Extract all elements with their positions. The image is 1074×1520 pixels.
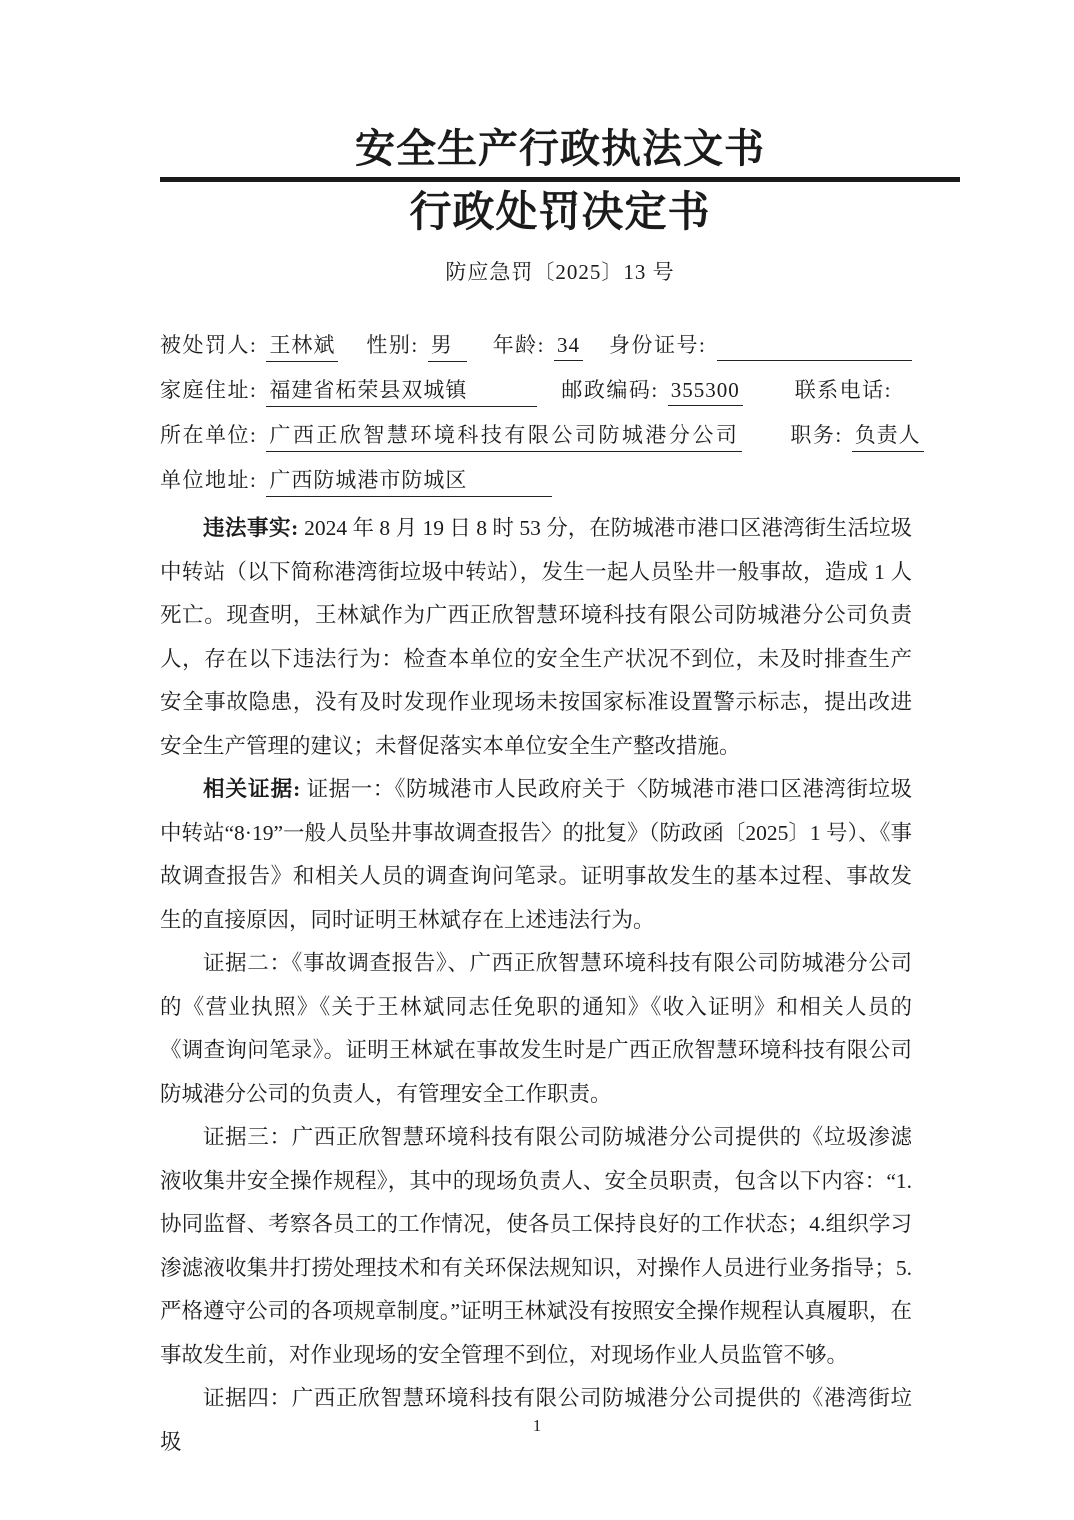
page-number: 1 (532, 1416, 542, 1435)
related-evidence-label: 相关证据: (203, 777, 301, 802)
paragraph-evidence-3 (160, 1116, 912, 1377)
gender-label: 性别: (366, 333, 419, 358)
letterhead-title: 安全生产行政执法文书 (355, 126, 765, 171)
paragraph-evidence-2 (160, 942, 912, 1116)
age-value: 34 (554, 333, 583, 361)
penalized-person-label: 被处罚人: (160, 333, 258, 358)
id-number-label: 身份证号: (609, 333, 707, 358)
document-header (160, 0, 960, 286)
evidence-2-text: 证据二：《事故调查报告》、广西正欣智慧环境科技有限公司防城港分公司的《营业执照》《关于王林斌同志任免职的通知》《收入证明》和相关人员的《调查询问笔录》。证明王林斌在事故发生时是广西正欣智慧环境科技有限公司防城港分公司的负责人，有管理安全工作职责。 (160, 951, 912, 1106)
document-title: 行政处罚决定书 (409, 190, 711, 236)
page-footer (0, 1416, 1074, 1436)
document-number: 防应急罚〔2025〕13 号 (445, 260, 675, 285)
penalized-person-value: 王林斌 (266, 329, 338, 362)
postal-code-label: 邮政编码: (561, 378, 659, 403)
employer-value: 广西正欣智慧环境科技有限公司防城港分公司 (266, 419, 742, 452)
recipient-info-section (160, 324, 921, 504)
paragraph-evidence-1 (160, 768, 912, 942)
field-row-employer (160, 414, 921, 459)
job-title-value: 负责人 (852, 419, 924, 452)
gender-value: 男 (428, 329, 467, 362)
home-address-value: 福建省柘荣县双城镇 (266, 374, 537, 407)
field-row-person (160, 324, 912, 369)
field-row-employer-address (160, 459, 912, 504)
violation-facts-text: 2024 年 8 月 19 日 8 时 53 分，在防城港市港口区港湾街生活垃圾中转站（以下简称港湾街垃圾中转站），发生一起人员坠井一般事故，造成 1 人死亡。现查明，王林斌作为广西正欣智慧环境科技有限公司防城港分公司负责人，存在以下违法行为：检查本单位的安全生产状况不到位，未及时排查生产安全事故隐患，没有及时发现作业现场未按国家标准设置警示标志，提出改进安全生产管理的建议；未督促落实本单位安全生产整改措施。 (160, 516, 912, 758)
violation-facts-label: 违法事实: (203, 516, 299, 541)
phone-label: 联系电话: (794, 378, 893, 403)
header-divider-line (160, 177, 960, 182)
home-address-label: 家庭住址: (160, 378, 258, 403)
field-row-address (160, 369, 912, 414)
postal-code-value: 355300 (668, 378, 743, 406)
evidence-1-text: 证据一：《防城港市人民政府关于〈防城港市港口区港湾街垃圾中转站“8·19”一般人员坠井事故调查报告〉的批复》（防政函〔2025〕1 号）、《事故调查报告》和相关人员的调查询问笔录。证明事故发生的基本过程、事故发生的直接原因，同时证明王林斌存在上述违法行为。 (160, 777, 912, 932)
evidence-3-text: 证据三：广西正欣智慧环境科技有限公司防城港分公司提供的《垃圾渗滤液收集井安全操作规程》，其中的现场负责人、安全员职责，包含以下内容：“1.协同监督、考察各员工的工作情况，使各员工保持良好的工作状态；4.组织学习渗滤液收集井打捞处理技术和有关环保法规知识，对操作人员进行业务指导；5.严格遵守公司的各项规章制度。”证明王林斌没有按照安全操作规程认真履职，在事故发生前，对作业现场的安全管理不到位，对现场作业人员监管不够。 (160, 1125, 912, 1367)
employer-address-label: 单位地址: (160, 468, 258, 493)
employer-label: 所在单位: (160, 423, 258, 448)
employer-address-value: 广西防城港市防城区 (266, 464, 552, 497)
evidence-4-text: 证据四：广西正欣智慧环境科技有限公司防城港分公司提供的《港湾街垃圾 (160, 1386, 912, 1454)
paragraph-violation-facts (160, 507, 912, 768)
document-body (160, 507, 912, 1464)
age-label: 年龄: (492, 333, 546, 358)
job-title-label: 职务: (790, 423, 843, 448)
id-number-blank-line (717, 333, 912, 361)
